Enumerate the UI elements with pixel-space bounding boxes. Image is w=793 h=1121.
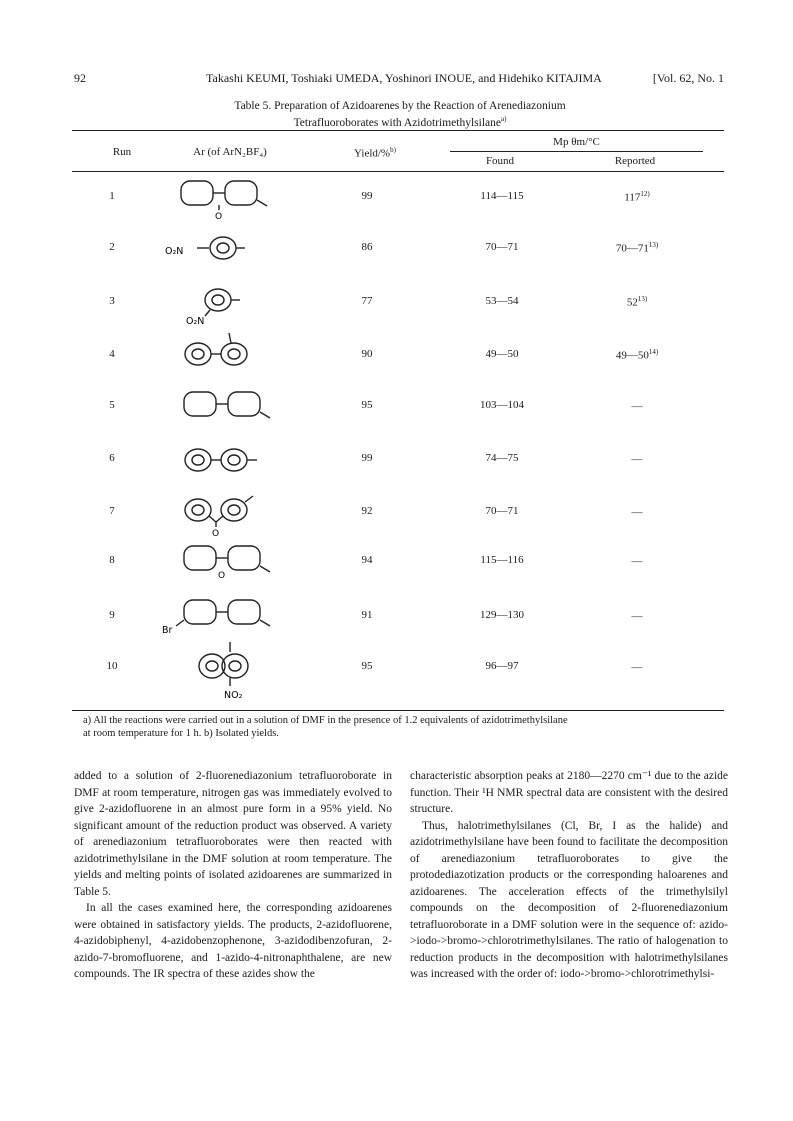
table-footnote: a) All the reactions were carried out in a solution of DMF in the presence of 1.2 equivalents of azidotrimethylsilane at room temperature for 1 h. b) Isolated yields. [83,715,568,739]
table-row [72,295,724,309]
header-ar: Ar (of ArN₂BF₄) [193,146,267,158]
page-header [74,71,724,87]
cell-run: 5 [109,399,115,411]
volume-info: [Vol. 62, No. 1 [652,71,724,85]
fluorene-structure [178,388,278,424]
nitronaphthalene-structure [190,640,260,704]
table-bottom-rule [72,710,724,711]
biphenyl-ortho-structure [183,330,263,374]
header-yield: Yield/%$^{b)}$ [354,146,396,160]
carbonyl-label: O [212,529,220,538]
cell-yield: 94 [361,554,373,566]
table-top-rule [72,130,724,131]
dibenzofuran-structure [178,542,278,582]
table-header-rule [72,171,724,172]
cell-found: 114—115 [480,190,524,202]
cell-yield: 86 [361,241,373,253]
cell-found: 103—104 [480,399,524,411]
nitrophenyl-meta-structure [180,286,260,326]
table-row [72,505,724,519]
cell-run: 10 [106,660,118,672]
fluorenone-structure [175,176,275,220]
header-reported: Reported [614,155,656,167]
table-row [72,399,724,413]
table-row [72,554,724,568]
cell-yield: 90 [361,348,373,360]
body-right-column [410,768,728,983]
nitrophenyl-para-structure [165,234,265,262]
cell-reported: 70—71$^{13)}$ [615,241,659,255]
cell-reported: — [631,400,643,413]
table-sub-rule [450,151,703,152]
cell-reported: — [631,610,643,623]
table-row [72,190,724,204]
table-caption: Table 5. Preparation of Azidoarenes by the Reaction of Arenediazonium Tetrafluoroborates with Azidotrimethylsilane$^{a)}$ [234,100,566,129]
cell-found: 70—71 [485,241,519,253]
cell-found: 53—54 [485,295,519,307]
body-left-column [74,768,392,983]
cell-found: 129—130 [480,609,524,621]
cell-reported: 117$^{12)}$ [624,190,650,204]
cell-yield: 95 [361,399,373,411]
running-authors: Takashi KEUMI, Toshiaki UMEDA, Yoshinori INOUE, and Hidehiko KITAJIMA [206,71,602,85]
cell-found: 115—116 [480,554,524,566]
cell-yield: 91 [361,609,373,621]
nitro-label: O₂N [165,246,184,257]
cell-run: 9 [109,609,115,621]
bromo-label: Br [162,625,173,636]
cell-run: 4 [109,348,115,360]
benzophenone-structure [183,492,273,538]
cell-reported: 49—50$^{14)}$ [615,348,659,362]
bromofluorene-structure [160,596,280,636]
nitro-label: NO₂ [224,690,243,701]
header-found: Found [485,155,515,167]
paragraph: Thus, halotrimethylsilanes (Cl, Br, I as the halide) and azidotrimethylsilane have been found to facilitate the decomposition of arenediazonium tetrafluoroborates to give the protodediazotization products or the corresponding haloarenes and azidoarenes. The acceleration effects of the trimethylsilyl compounds on the decomposition of 2-fluorenediazonium tetrafluoroborate in a DMF solution were in the sequence of: azido->iodo->bromo->chlorotrimethylsilanes. The ratio of halogenation to reduction products in the decomposition with halotrimethylsilanes was increased with the order of: iodo->bromo->chlorotrimethylsi- [410,819,728,980]
paragraph: characteristic absorption peaks at 2180—2270 cm⁻¹ due to the azide function. Their ¹H NMR spectral data are consistent with the desired structure. [410,770,728,815]
cell-reported: 52$^{13)}$ [626,295,648,309]
cell-found: 74—75 [485,452,519,464]
cell-run: 1 [109,190,115,202]
cell-run: 8 [109,554,115,566]
table-row [72,348,724,362]
cell-reported: — [631,555,643,568]
cell-reported: — [631,453,643,466]
cell-reported: — [631,661,643,674]
cell-run: 6 [109,452,115,464]
table-row [72,660,724,674]
page-number: 92 [74,71,86,85]
cell-found: 49—50 [485,348,519,360]
cell-reported: — [631,506,643,519]
paragraph: In all the cases examined here, the corresponding azidoarenes were obtained in satisfactory yields. The products, 2-azidofluorene, 4-azidobiphenyl, 4-azidobenzophenone, 3-azidodibenzofuran, 2-azido-7-bromofluorene, and 1-azido-4-nitronaphthalene, are new compounds. The IR spectra of these azides show the [74,902,392,980]
cell-run: 3 [109,295,115,307]
oxygen-label: O [218,571,226,581]
nitro-label: O₂N [186,316,205,326]
header-mp: Mp θm/°C [553,136,600,148]
paragraph: added to a solution of 2-fluorenediazonium tetrafluoroborate in DMF at room temperature, nitrogen gas was immediately evolved to give 2-azidofluorene in an almost pure form in a 95% yield. No significant amount of the reduction product was observed. A variety of arenediazonium tetrafluoroborates were then reacted with azidotrimethylsilane in the DMF solution at room temperature. The yields and melting points of isolated azidoarenes are summarized in Table 5. [74,770,392,898]
cell-found: 70—71 [485,505,519,517]
cell-run: 7 [109,505,115,517]
cell-yield: 77 [361,295,373,307]
header-run: Run [112,146,132,158]
cell-found: 96—97 [485,660,519,672]
cell-yield: 99 [361,190,373,202]
cell-yield: 99 [361,452,373,464]
cell-yield: 92 [361,505,373,517]
table-row [72,452,724,466]
cell-yield: 95 [361,660,373,672]
carbonyl-label: O [215,212,223,220]
cell-run: 2 [109,241,115,253]
biphenyl-para-structure [183,446,273,474]
